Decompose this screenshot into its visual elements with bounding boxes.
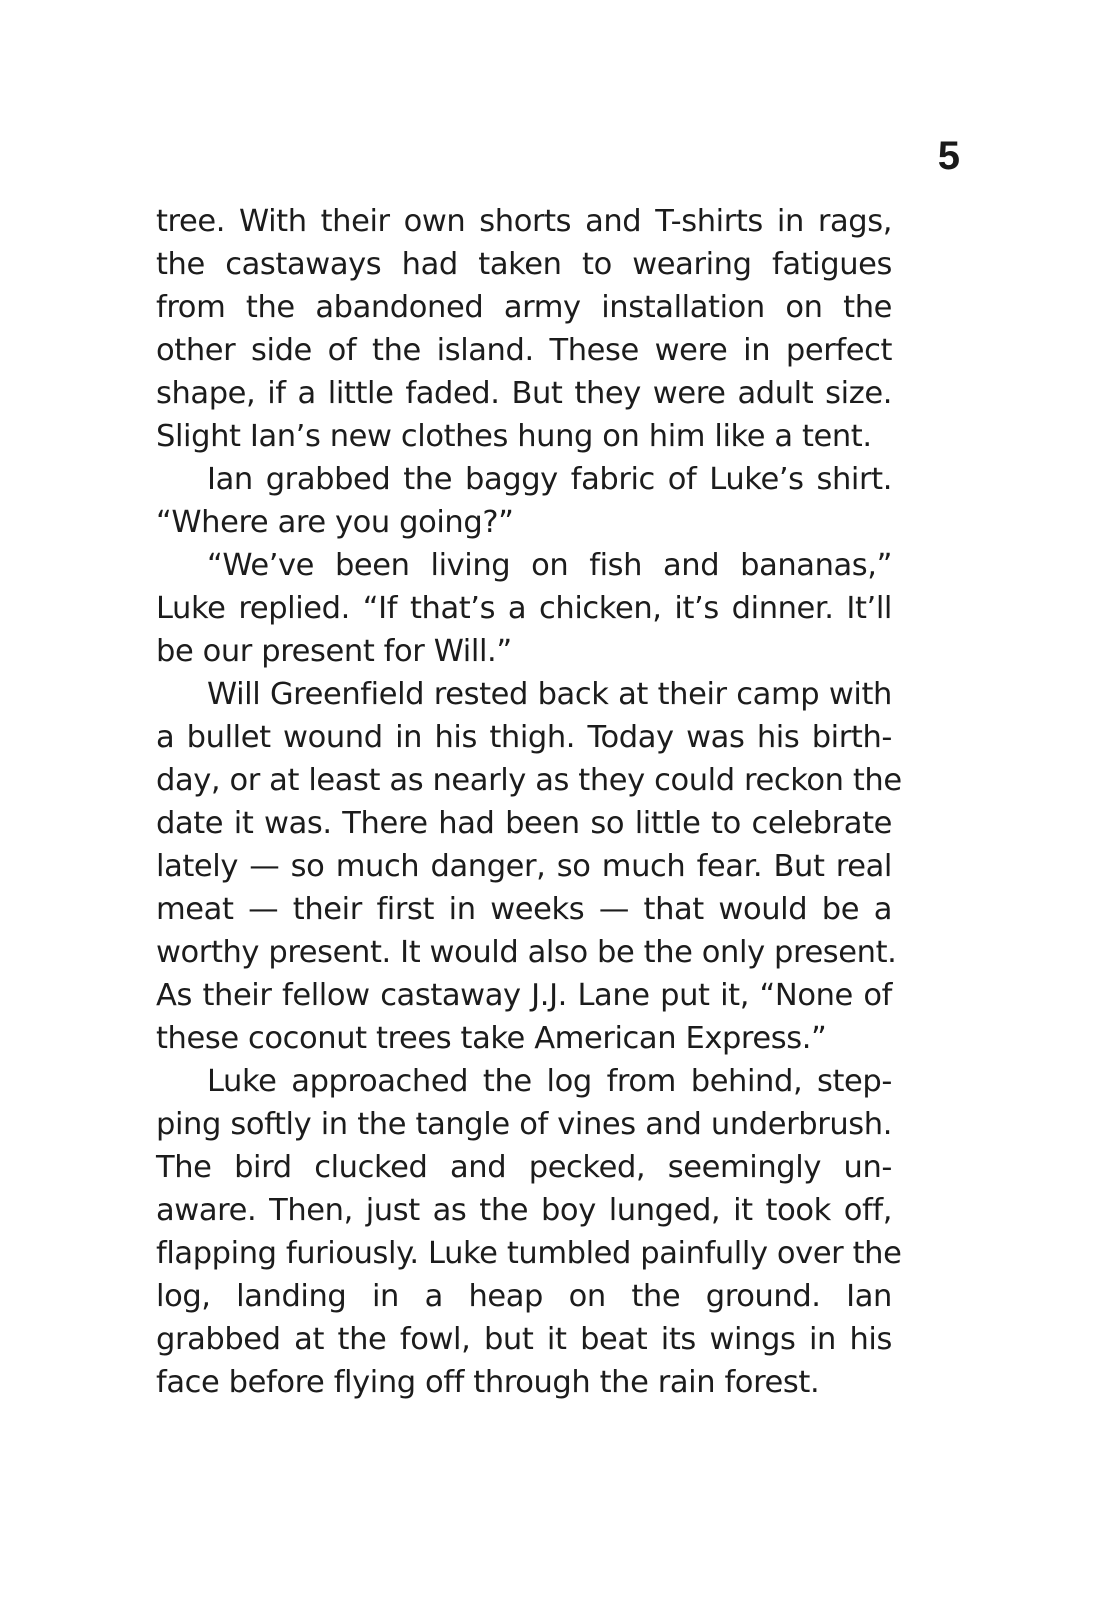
paragraph <box>156 458 892 544</box>
text-line: tree. With their own shorts and T-shirts in rags, <box>156 204 892 239</box>
text-line: As their fellow castaway J.J. Lane put it, “None of <box>156 978 892 1013</box>
text-line: day, or at least as nearly as they could reckon the <box>156 763 902 798</box>
paragraph <box>156 673 902 1060</box>
text-line: ping softly in the tangle of vines and underbrush. <box>156 1107 892 1142</box>
paragraph <box>156 200 892 458</box>
text-line: shape, if a little faded. But they were adult size. <box>156 376 892 411</box>
text-line: date it was. There had been so little to celebrate <box>156 806 892 841</box>
text-line: meat — their first in weeks — that would be a <box>156 892 892 927</box>
text-line: from the abandoned army installation on the <box>156 290 892 325</box>
text-line: the castaways had taken to wearing fatigues <box>156 247 892 282</box>
text-line: these coconut trees take American Express.” <box>156 1021 827 1056</box>
text-line: Luke approached the log from behind, step- <box>207 1064 892 1099</box>
text-line: a bullet wound in his thigh. Today was his birth- <box>156 720 892 755</box>
body-text <box>156 200 902 1404</box>
text-line: worthy present. It would also be the only present. <box>156 935 897 970</box>
text-line: “We’ve been living on fish and bananas,” <box>207 548 892 583</box>
text-line: aware. Then, just as the boy lunged, it took off, <box>156 1193 892 1228</box>
text-line: Ian grabbed the baggy fabric of Luke’s shirt. <box>207 462 892 497</box>
text-line: face before flying off through the rain forest. <box>156 1365 820 1400</box>
text-line: The bird clucked and pecked, seemingly un- <box>156 1150 892 1185</box>
text-line: “Where are you going?” <box>156 505 514 540</box>
paragraph <box>156 544 892 673</box>
text-line: Luke replied. “If that’s a chicken, it’s dinner. It’ll <box>156 591 892 626</box>
text-line: be our present for Will.” <box>156 634 512 669</box>
text-line: Slight Ian’s new clothes hung on him like a tent. <box>156 419 872 454</box>
paragraph <box>156 1060 902 1404</box>
page-number: 5 <box>937 134 960 178</box>
text-line: grabbed at the fowl, but it beat its wings in his <box>156 1322 892 1357</box>
text-line: other side of the island. These were in perfect <box>156 333 892 368</box>
text-line: Will Greenfield rested back at their camp with <box>207 677 892 712</box>
text-line: log, landing in a heap on the ground. Ian <box>156 1279 892 1314</box>
text-line: lately — so much danger, so much fear. But real <box>156 849 892 884</box>
text-line: flapping furiously. Luke tumbled painfully over the <box>156 1236 902 1271</box>
